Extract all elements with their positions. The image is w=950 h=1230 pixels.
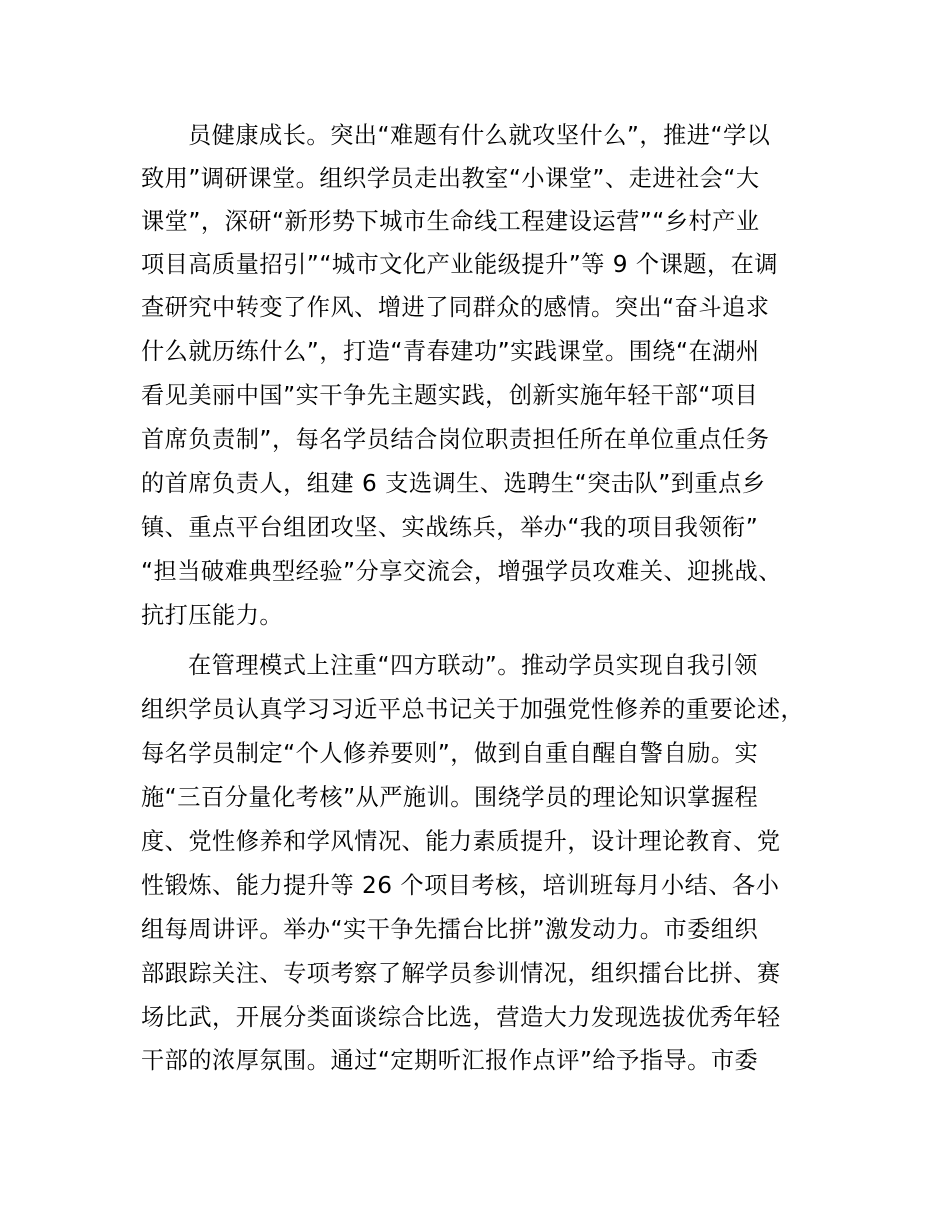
text-line-17: 度、党性修养和学风情况、能力素质提升，设计理论教育、党	[141, 828, 781, 855]
text-line-1: 员健康成长。突出“难题有什么就攻坚什么”，推进“学以	[188, 122, 771, 149]
text-line-12: 抗打压能力。	[141, 602, 284, 629]
text-line-2: 致用”调研课堂。组织学员走出教室“小课堂”、走进社会“大	[141, 165, 760, 192]
text-line-18: 性锻炼、能力提升等 26 个项目考核，培训班每月小结、各小	[141, 872, 780, 899]
text-line-6: 什么就历练什么”，打造“青春建功”实践课堂。围绕“在湖州	[141, 338, 760, 365]
text-line-16: 施“三百分量化考核”从严施训。围绕学员的理论知识掌握程	[141, 784, 759, 811]
text-line-7: 看见美丽中国”实干争先主题实践，创新实施年轻干部“项目	[141, 382, 759, 409]
text-line-14: 组织学员认真学习习近平总书记关于加强党性修养的重要论述，	[141, 696, 805, 723]
text-line-21: 场比武，开展分类面谈综合比选，营造大力发现选拔优秀年轻	[141, 1004, 781, 1031]
text-line-13: 在管理模式上注重“四方联动”。推动学员实现自我引领	[188, 652, 758, 679]
text-line-4: 项目高质量招引”“城市文化产业能级提升”等 9 个课题，在调	[141, 251, 779, 278]
text-line-19: 组每周讲评。举办“实干争先擂台比拼”激发动力。市委组织	[141, 916, 759, 943]
text-line-8: 首席负责制”，每名学员结合岗位职责担任所在单位重点任务	[141, 426, 770, 453]
text-line-5: 查研究中转变了作风、增进了同群众的感情。突出“奋斗追求	[141, 294, 770, 321]
text-line-15: 每名学员制定“个人修养要则”，做到自重自醒自警自励。实	[141, 740, 759, 767]
text-line-20: 部跟踪关注、专项考察了解学员参训情况，组织擂台比拼、赛	[141, 960, 781, 987]
text-line-22: 干部的浓厚氛围。通过“定期听汇报作点评”给予指导。市委	[141, 1047, 759, 1074]
text-line-9: 的首席负责人，组建 6 支选调生、选聘生“突击队”到重点乡	[141, 470, 766, 497]
text-line-3: 课堂”，深研“新形势下城市生命线工程建设运营”“乡村产业	[141, 208, 760, 235]
text-line-10: 镇、重点平台组团攻坚、实战练兵，举办“我的项目我领衔”	[141, 514, 759, 541]
text-line-11: “担当破难典型经验”分享交流会，增强学员攻难关、迎挑战、	[141, 558, 782, 585]
